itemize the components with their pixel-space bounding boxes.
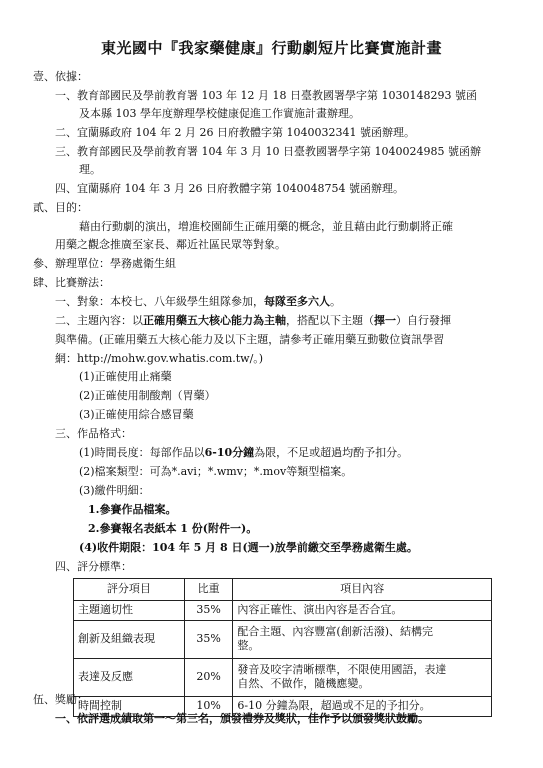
format-length-text: (1)時間長度：每部作品以 [79, 446, 205, 459]
row-item: 主題適切性 [74, 601, 185, 621]
theme-line-2: 與準備。(正確用藥五大核心能力及以下主題，請參考正確用藥互動數位資訊學習 [55, 333, 445, 346]
row-weight: 20% [184, 658, 233, 696]
format-length-minutes: 6-10分鐘 [204, 446, 255, 459]
row-content-line-1: 內容正確性、演出內容是否合宜。 [237, 603, 403, 616]
table-row [74, 620, 492, 658]
section-purpose-heading: 貳、目的： [33, 201, 88, 214]
section-award-heading: 伍、獎勵： [33, 693, 88, 706]
table-row [74, 658, 492, 696]
format-filetype-line: (2)檔案類型：可為*.avi；*.wmv；*.mov等類型檔案。 [79, 465, 353, 478]
basis-item-3-line-1: 三、教育部國民及學前教育署 104 年 3 月 10 日臺教國署學字第 1040024985 號函辦 [55, 145, 481, 158]
participants-end: 。 [330, 295, 341, 308]
submission-item-2: 2.參賽報名表紙本 1 份(附件一)。 [88, 522, 258, 535]
row-weight: 35% [184, 601, 233, 621]
basis-item-1-line-2: 及本縣 103 學年度辦理學校健康促進工作實施計畫辦理。 [79, 107, 360, 120]
row-content-line-2: 自然、不做作，隨機應變。 [237, 677, 370, 691]
format-submission-line: (3)繳件明細： [79, 484, 150, 497]
purpose-line-1: 藉由行動劇的演出，增進校園師生正確用藥的概念，並且藉由此行動劇將正確 [79, 220, 453, 233]
row-content-line-1: 配合主題、內容豐富(創新活潑)、結構完 [237, 624, 433, 638]
row-item: 表達及反應 [74, 658, 185, 696]
theme-line-3: 網：http://mohw.gov.whatis.com.tw/。) [55, 352, 264, 365]
basis-item-2: 二、宜蘭縣政府 104 年 2 月 26 日府教體字第 1040032341 號函辦理。 [55, 126, 415, 139]
topic-item-3: (3)正確使用綜合感冒藥 [79, 408, 194, 421]
header-item: 評分項目 [74, 579, 185, 601]
theme-core: 正確用藥五大核心能力為主軸 [143, 314, 286, 327]
format-length-line [79, 446, 408, 461]
format-length-note: 為限，不足或超過均酌予扣分。 [254, 446, 409, 459]
row-content-line-2: 整。 [237, 639, 260, 653]
participants-text: 一、對象：本校七、八年級學生組隊參加， [55, 295, 264, 308]
scoring-table [73, 578, 492, 717]
row-content [233, 620, 492, 658]
organizer-line: 參、辦理單位：學務處衛生組 [33, 257, 176, 270]
section-rules-heading: 肆、比賽辦法： [33, 276, 110, 289]
row-weight: 10% [184, 696, 233, 716]
theme-text-2: ，搭配以下主題（ [286, 314, 374, 327]
deadline-line: (4)收件期限：104 年 5 月 8 日(週一)放學前繳交至學務處衛生處。 [79, 541, 418, 554]
header-weight: 比重 [184, 579, 233, 601]
basis-item-1-line-1: 一、教育部國民及學前教育署 103 年 12 月 18 日臺教國署學字第 1030148293 號函 [55, 89, 477, 102]
participants-limit: 每隊至多六人 [264, 295, 330, 308]
theme-text-3: ）自行發揮 [396, 314, 451, 327]
theme-text-1: 二、主題內容：以 [55, 314, 143, 327]
table-header-row [74, 579, 492, 601]
basis-item-4: 四、宜蘭縣府 104 年 3 月 26 日府教體字第 1040048754 號函辦理。 [55, 182, 404, 195]
participants-line [55, 295, 341, 310]
row-item: 創新及組織表現 [74, 620, 185, 658]
topic-item-1: (1)正確使用止痛藥 [79, 370, 172, 383]
row-item: 時間控制 [74, 696, 185, 716]
row-content-line-1: 發音及咬字清晰標準，不限使用國語，表達 [237, 662, 447, 676]
row-weight: 35% [184, 620, 233, 658]
row-content-line-1: 6-10 分鐘為限，超過或不足的予扣分。 [237, 698, 431, 712]
theme-choose-one: 擇一 [374, 314, 396, 327]
basis-item-3-line-2: 理。 [79, 163, 101, 176]
section-basis-heading: 壹、依據： [33, 70, 88, 83]
submission-item-1: 1.參賽作品檔案。 [88, 503, 177, 516]
row-content [233, 601, 492, 621]
criteria-heading: 四、評分標準： [55, 560, 132, 573]
topic-item-2: (2)正確使用制酸劑（胃藥） [79, 389, 216, 402]
table-row [74, 601, 492, 621]
header-content: 項目內容 [233, 579, 492, 601]
award-line-1: 一、依評選成績取第一～第三名，頒發禮券及獎狀，佳作予以頒發獎狀鼓勵。 [55, 712, 429, 725]
theme-line-1 [55, 314, 451, 329]
row-content [233, 658, 492, 696]
format-heading: 三、作品格式： [55, 427, 132, 440]
purpose-line-2: 用藥之觀念推廣至家長、鄰近社區民眾等對象。 [55, 238, 286, 251]
document-title: 東光國中『我家藥健康』行動劇短片比賽實施計畫 [100, 39, 442, 57]
